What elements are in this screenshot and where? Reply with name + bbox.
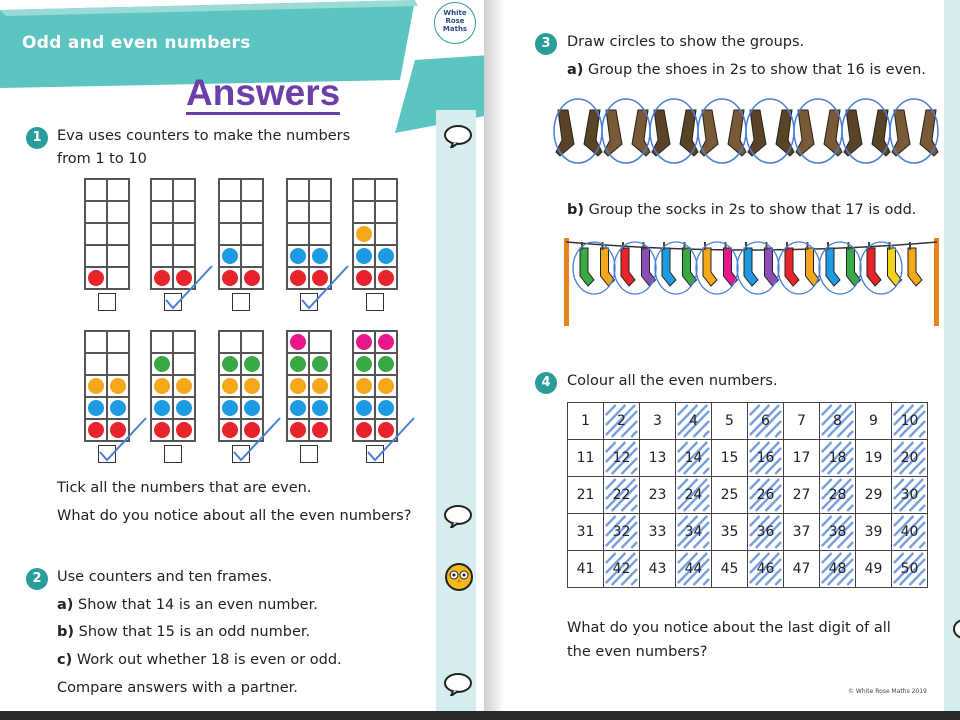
- frame-cell: [85, 353, 107, 375]
- frame-cell: [173, 375, 195, 397]
- grid-cell[interactable]: [784, 440, 820, 477]
- frame-cell: [287, 179, 309, 201]
- q3-b-text: Group the socks in 2s to show that 17 is odd.: [588, 202, 917, 218]
- answers-heading: Answers: [186, 72, 341, 113]
- frame-cell: [353, 331, 375, 353]
- grid-number: 34: [684, 524, 703, 540]
- grid-cell[interactable]: [748, 551, 784, 588]
- grid-number: 1: [581, 413, 590, 429]
- counter: [154, 422, 170, 438]
- frame-cell: [173, 223, 195, 245]
- counter: [356, 248, 372, 264]
- frame-cell: [219, 201, 241, 223]
- grid-number: 37: [792, 524, 811, 540]
- q4-text: Colour all the even numbers.: [567, 373, 778, 389]
- grid-cell[interactable]: [640, 551, 676, 588]
- frame-cell: [173, 201, 195, 223]
- grid-cell[interactable]: [892, 477, 928, 514]
- grid-cell[interactable]: [856, 514, 892, 551]
- grid-cell[interactable]: [712, 440, 748, 477]
- grid-cell[interactable]: [856, 440, 892, 477]
- bottom-bar: [0, 711, 960, 720]
- grid-cell[interactable]: [712, 477, 748, 514]
- frame-cell: [287, 201, 309, 223]
- tick-mark-icon: [164, 262, 214, 312]
- frame-cell: [219, 267, 241, 289]
- frame-cell: [173, 419, 195, 441]
- grid-number: 33: [648, 524, 667, 540]
- grid-number: 18: [828, 450, 847, 466]
- tick-box-9[interactable]: [300, 445, 318, 463]
- frame-cell: [287, 375, 309, 397]
- frame-cell: [353, 353, 375, 375]
- frame-cell: [309, 375, 331, 397]
- counter: [222, 378, 238, 394]
- copyright: © White Rose Maths 2019: [848, 688, 927, 695]
- frame-cell: [151, 223, 173, 245]
- grid-number: 28: [828, 487, 847, 503]
- sock: [908, 242, 922, 286]
- grid-number: 15: [720, 450, 739, 466]
- frame-cell: [375, 179, 397, 201]
- grid-number: 22: [612, 487, 631, 503]
- q1-tick-instruction: Tick all the numbers that are even.: [57, 480, 312, 496]
- frame-cell: [85, 267, 107, 289]
- grid-cell[interactable]: [604, 403, 640, 440]
- grid-cell[interactable]: [568, 403, 604, 440]
- counter: [378, 334, 394, 350]
- grid-number: 13: [648, 450, 667, 466]
- grid-cell[interactable]: [748, 403, 784, 440]
- counter: [290, 334, 306, 350]
- frame-cell: [309, 179, 331, 201]
- counter: [222, 356, 238, 372]
- frame-cell: [107, 375, 129, 397]
- grid-cell[interactable]: [640, 440, 676, 477]
- grid-number: 5: [725, 413, 734, 429]
- q3-a-label: a): [567, 62, 584, 78]
- sock: [580, 242, 594, 286]
- question-number-2: 2: [26, 568, 48, 590]
- grid-cell[interactable]: [820, 477, 856, 514]
- frame-cell: [353, 375, 375, 397]
- counter: [176, 422, 192, 438]
- grid-number: 29: [864, 487, 883, 503]
- grid-cell[interactable]: [640, 477, 676, 514]
- q2-a-label: a): [57, 597, 74, 613]
- grid-cell[interactable]: [856, 551, 892, 588]
- counter: [312, 400, 328, 416]
- q2-c: [57, 652, 342, 668]
- frame-cell: [219, 331, 241, 353]
- grid-number: 20: [900, 450, 919, 466]
- tick-mark-icon: [98, 414, 148, 464]
- counter: [244, 356, 260, 372]
- q3-b: [567, 202, 916, 218]
- grid-cell[interactable]: [604, 514, 640, 551]
- frame-cell: [173, 353, 195, 375]
- counter: [290, 422, 306, 438]
- counter: [290, 356, 306, 372]
- frame-cell: [375, 375, 397, 397]
- q2-a-text: Show that 14 is an even number.: [78, 597, 318, 613]
- frame-cell: [287, 419, 309, 441]
- counter: [244, 270, 260, 286]
- q2-a: [57, 597, 318, 613]
- counter: [356, 356, 372, 372]
- ten-frame-1: [84, 178, 130, 290]
- grid-cell[interactable]: [820, 514, 856, 551]
- frame-cell: [309, 223, 331, 245]
- q4-notice-line1: What do you notice about the last digit of all: [567, 620, 891, 636]
- q1-text-line2: from 1 to 10: [57, 151, 147, 167]
- ten-frame-3: [218, 178, 264, 290]
- frame-cell: [107, 179, 129, 201]
- frame-cell: [375, 223, 397, 245]
- counter: [154, 378, 170, 394]
- socks-on-washing-line: [562, 228, 942, 328]
- sock: [621, 242, 635, 286]
- frame-cell: [173, 179, 195, 201]
- grid-number: 38: [828, 524, 847, 540]
- counter: [378, 378, 394, 394]
- q3-text: Draw circles to show the groups.: [567, 34, 805, 50]
- grid-cell[interactable]: [892, 403, 928, 440]
- grid-number: 49: [864, 561, 883, 577]
- grid-cell[interactable]: [712, 551, 748, 588]
- counter: [154, 400, 170, 416]
- owl-icon: [444, 562, 474, 592]
- grid-number: 31: [576, 524, 595, 540]
- washing-line-pole: [564, 238, 569, 326]
- counter: [244, 378, 260, 394]
- grid-cell[interactable]: [676, 514, 712, 551]
- side-strip: [436, 110, 476, 712]
- counter: [154, 356, 170, 372]
- q2-compare: Compare answers with a partner.: [57, 680, 298, 696]
- frame-cell: [375, 331, 397, 353]
- grid-number: 39: [864, 524, 883, 540]
- q2-b-label: b): [57, 624, 75, 640]
- frame-cell: [107, 245, 129, 267]
- counter: [110, 378, 126, 394]
- grid-row: [568, 440, 928, 477]
- q1-notice-question: What do you notice about all the even numbers?: [57, 508, 412, 524]
- grid-cell[interactable]: [712, 403, 748, 440]
- ten-frame-9: [286, 330, 332, 442]
- counter: [290, 378, 306, 394]
- counter: [88, 378, 104, 394]
- grid-cell[interactable]: [748, 477, 784, 514]
- counter: [356, 378, 372, 394]
- frame-cell: [107, 223, 129, 245]
- frame-cell: [353, 223, 375, 245]
- frame-cell: [151, 331, 173, 353]
- grid-cell[interactable]: [856, 403, 892, 440]
- frame-cell: [241, 223, 263, 245]
- grid-cell[interactable]: [856, 477, 892, 514]
- counter: [356, 334, 372, 350]
- frame-cell: [85, 223, 107, 245]
- grid-cell[interactable]: [892, 440, 928, 477]
- frame-cell: [151, 201, 173, 223]
- grid-number: 43: [648, 561, 667, 577]
- grid-number: 32: [612, 524, 631, 540]
- grid-cell[interactable]: [676, 551, 712, 588]
- grid-number: 40: [900, 524, 919, 540]
- grid-cell[interactable]: [640, 403, 676, 440]
- grid-number: 41: [576, 561, 595, 577]
- grid-cell[interactable]: [676, 477, 712, 514]
- page-title: Odd and even numbers: [22, 33, 251, 53]
- grid-number: 23: [648, 487, 667, 503]
- grid-cell[interactable]: [892, 514, 928, 551]
- sock: [867, 242, 881, 286]
- q3-a: [567, 62, 926, 78]
- frame-cell: [309, 353, 331, 375]
- frame-cell: [151, 375, 173, 397]
- grid-number: 44: [684, 561, 703, 577]
- question-number-4: 4: [535, 372, 557, 394]
- speech-bubble-icon: [443, 504, 473, 528]
- frame-cell: [85, 201, 107, 223]
- frame-cell: [241, 375, 263, 397]
- tick-mark-icon: [366, 414, 416, 464]
- grid-number: 27: [792, 487, 811, 503]
- counter: [378, 356, 394, 372]
- grid-cell[interactable]: [568, 440, 604, 477]
- grid-cell[interactable]: [748, 440, 784, 477]
- white-rose-maths-logo: White Rose Maths: [434, 2, 476, 44]
- frame-cell: [353, 245, 375, 267]
- q2-c-text: Work out whether 18 is even or odd.: [76, 652, 342, 668]
- grid-row: [568, 551, 928, 588]
- frame-cell: [309, 201, 331, 223]
- counter: [222, 270, 238, 286]
- frame-cell: [219, 245, 241, 267]
- tick-box-1[interactable]: [98, 293, 116, 311]
- frame-cell: [107, 353, 129, 375]
- grid-cell[interactable]: [604, 477, 640, 514]
- grid-number: 8: [833, 413, 842, 429]
- page-divider: [484, 0, 504, 720]
- grid-cell[interactable]: [604, 551, 640, 588]
- counter: [378, 248, 394, 264]
- grid-cell[interactable]: [784, 551, 820, 588]
- frame-cell: [107, 331, 129, 353]
- grid-number: 35: [720, 524, 739, 540]
- grid-row: [568, 403, 928, 440]
- right-side-strip: [944, 0, 960, 712]
- counter: [312, 378, 328, 394]
- frame-cell: [375, 245, 397, 267]
- frame-cell: [85, 331, 107, 353]
- grid-number: 50: [900, 561, 919, 577]
- grid-number: 36: [756, 524, 775, 540]
- grid-cell[interactable]: [568, 551, 604, 588]
- frame-cell: [85, 245, 107, 267]
- frame-cell: [241, 331, 263, 353]
- frame-cell: [85, 375, 107, 397]
- grid-cell[interactable]: [784, 514, 820, 551]
- speech-bubble-icon: [443, 672, 473, 696]
- frame-cell: [287, 353, 309, 375]
- grid-number: 4: [689, 413, 698, 429]
- frame-cell: [375, 267, 397, 289]
- grid-number: 47: [792, 561, 811, 577]
- grid-number: 14: [684, 450, 703, 466]
- grid-cell[interactable]: [748, 514, 784, 551]
- frame-cell: [219, 353, 241, 375]
- speech-bubble-icon: [952, 618, 960, 642]
- tick-box-5[interactable]: [366, 293, 384, 311]
- shoes-picture: [550, 96, 942, 166]
- grid-number: 25: [720, 487, 739, 503]
- grid-number: 9: [869, 413, 878, 429]
- counter: [356, 270, 372, 286]
- counter: [356, 226, 372, 242]
- frame-cell: [309, 331, 331, 353]
- grid-cell[interactable]: [820, 440, 856, 477]
- grid-cell[interactable]: [892, 551, 928, 588]
- grid-number: 6: [761, 413, 770, 429]
- counter: [176, 378, 192, 394]
- tick-mark-icon: [232, 414, 282, 464]
- hundred-square-grid: [567, 402, 928, 588]
- grid-cell[interactable]: [712, 514, 748, 551]
- speech-bubble-icon: [443, 124, 473, 148]
- grid-number: 12: [612, 450, 631, 466]
- q4-notice-line2: the even numbers?: [567, 644, 708, 660]
- grid-number: 26: [756, 487, 775, 503]
- frame-cell: [219, 375, 241, 397]
- grid-number: 16: [756, 450, 775, 466]
- frame-cell: [151, 353, 173, 375]
- tick-box-3[interactable]: [232, 293, 250, 311]
- frame-cell: [151, 397, 173, 419]
- frame-cell: [241, 353, 263, 375]
- counter: [312, 356, 328, 372]
- grid-row: [568, 477, 928, 514]
- frame-cell: [287, 397, 309, 419]
- frame-cell: [241, 267, 263, 289]
- tick-box-7[interactable]: [164, 445, 182, 463]
- question-number-1: 1: [26, 127, 48, 149]
- sock: [785, 242, 799, 286]
- grid-cell[interactable]: [640, 514, 676, 551]
- frame-cell: [219, 179, 241, 201]
- frame-cell: [353, 267, 375, 289]
- grid-number: 46: [756, 561, 775, 577]
- grid-number: 42: [612, 561, 631, 577]
- frame-cell: [375, 201, 397, 223]
- frame-cell: [219, 223, 241, 245]
- grid-number: 10: [900, 413, 919, 429]
- grid-number: 7: [797, 413, 806, 429]
- counter: [312, 422, 328, 438]
- grid-cell[interactable]: [820, 551, 856, 588]
- sock: [703, 242, 717, 286]
- grid-row: [568, 514, 928, 551]
- grid-number: 17: [792, 450, 811, 466]
- grid-number: 2: [617, 413, 626, 429]
- q2-b-text: Show that 15 is an odd number.: [78, 624, 311, 640]
- frame-cell: [173, 397, 195, 419]
- grid-number: 21: [576, 487, 595, 503]
- grid-number: 19: [864, 450, 883, 466]
- counter: [176, 400, 192, 416]
- grid-number: 3: [653, 413, 662, 429]
- grid-cell[interactable]: [676, 440, 712, 477]
- frame-cell: [241, 179, 263, 201]
- frame-cell: [241, 201, 263, 223]
- grid-cell[interactable]: [568, 514, 604, 551]
- washing-line-pole: [934, 238, 939, 326]
- frame-cell: [309, 397, 331, 419]
- frame-cell: [287, 223, 309, 245]
- grid-cell[interactable]: [784, 477, 820, 514]
- frame-cell: [151, 179, 173, 201]
- frame-cell: [107, 267, 129, 289]
- q3-a-text: Group the shoes in 2s to show that 16 is even.: [588, 62, 926, 78]
- frame-cell: [107, 201, 129, 223]
- grid-cell[interactable]: [676, 403, 712, 440]
- grid-cell[interactable]: [784, 403, 820, 440]
- tick-mark-icon: [300, 262, 350, 312]
- frame-cell: [151, 419, 173, 441]
- counter: [378, 270, 394, 286]
- frame-cell: [173, 331, 195, 353]
- counter: [222, 248, 238, 264]
- grid-number: 30: [900, 487, 919, 503]
- sock: [744, 242, 758, 286]
- grid-cell[interactable]: [604, 440, 640, 477]
- grid-cell[interactable]: [820, 403, 856, 440]
- frame-cell: [309, 419, 331, 441]
- grid-cell[interactable]: [568, 477, 604, 514]
- q2-b: [57, 624, 310, 640]
- frame-cell: [375, 353, 397, 375]
- grid-number: 45: [720, 561, 739, 577]
- frame-cell: [287, 331, 309, 353]
- q1-text-line1: Eva uses counters to make the numbers: [57, 128, 351, 144]
- grid-number: 48: [828, 561, 847, 577]
- ten-frame-5: [352, 178, 398, 290]
- frame-cell: [353, 179, 375, 201]
- grid-number: 24: [684, 487, 703, 503]
- frame-cell: [85, 179, 107, 201]
- ten-frame-7: [150, 330, 196, 442]
- frame-cell: [353, 201, 375, 223]
- q3-b-label: b): [567, 202, 585, 218]
- q2-text: Use counters and ten frames.: [57, 569, 273, 585]
- counter: [290, 400, 306, 416]
- question-number-3: 3: [535, 33, 557, 55]
- counter: [88, 270, 104, 286]
- grid-number: 11: [576, 450, 595, 466]
- q2-c-label: c): [57, 652, 73, 668]
- frame-cell: [241, 245, 263, 267]
